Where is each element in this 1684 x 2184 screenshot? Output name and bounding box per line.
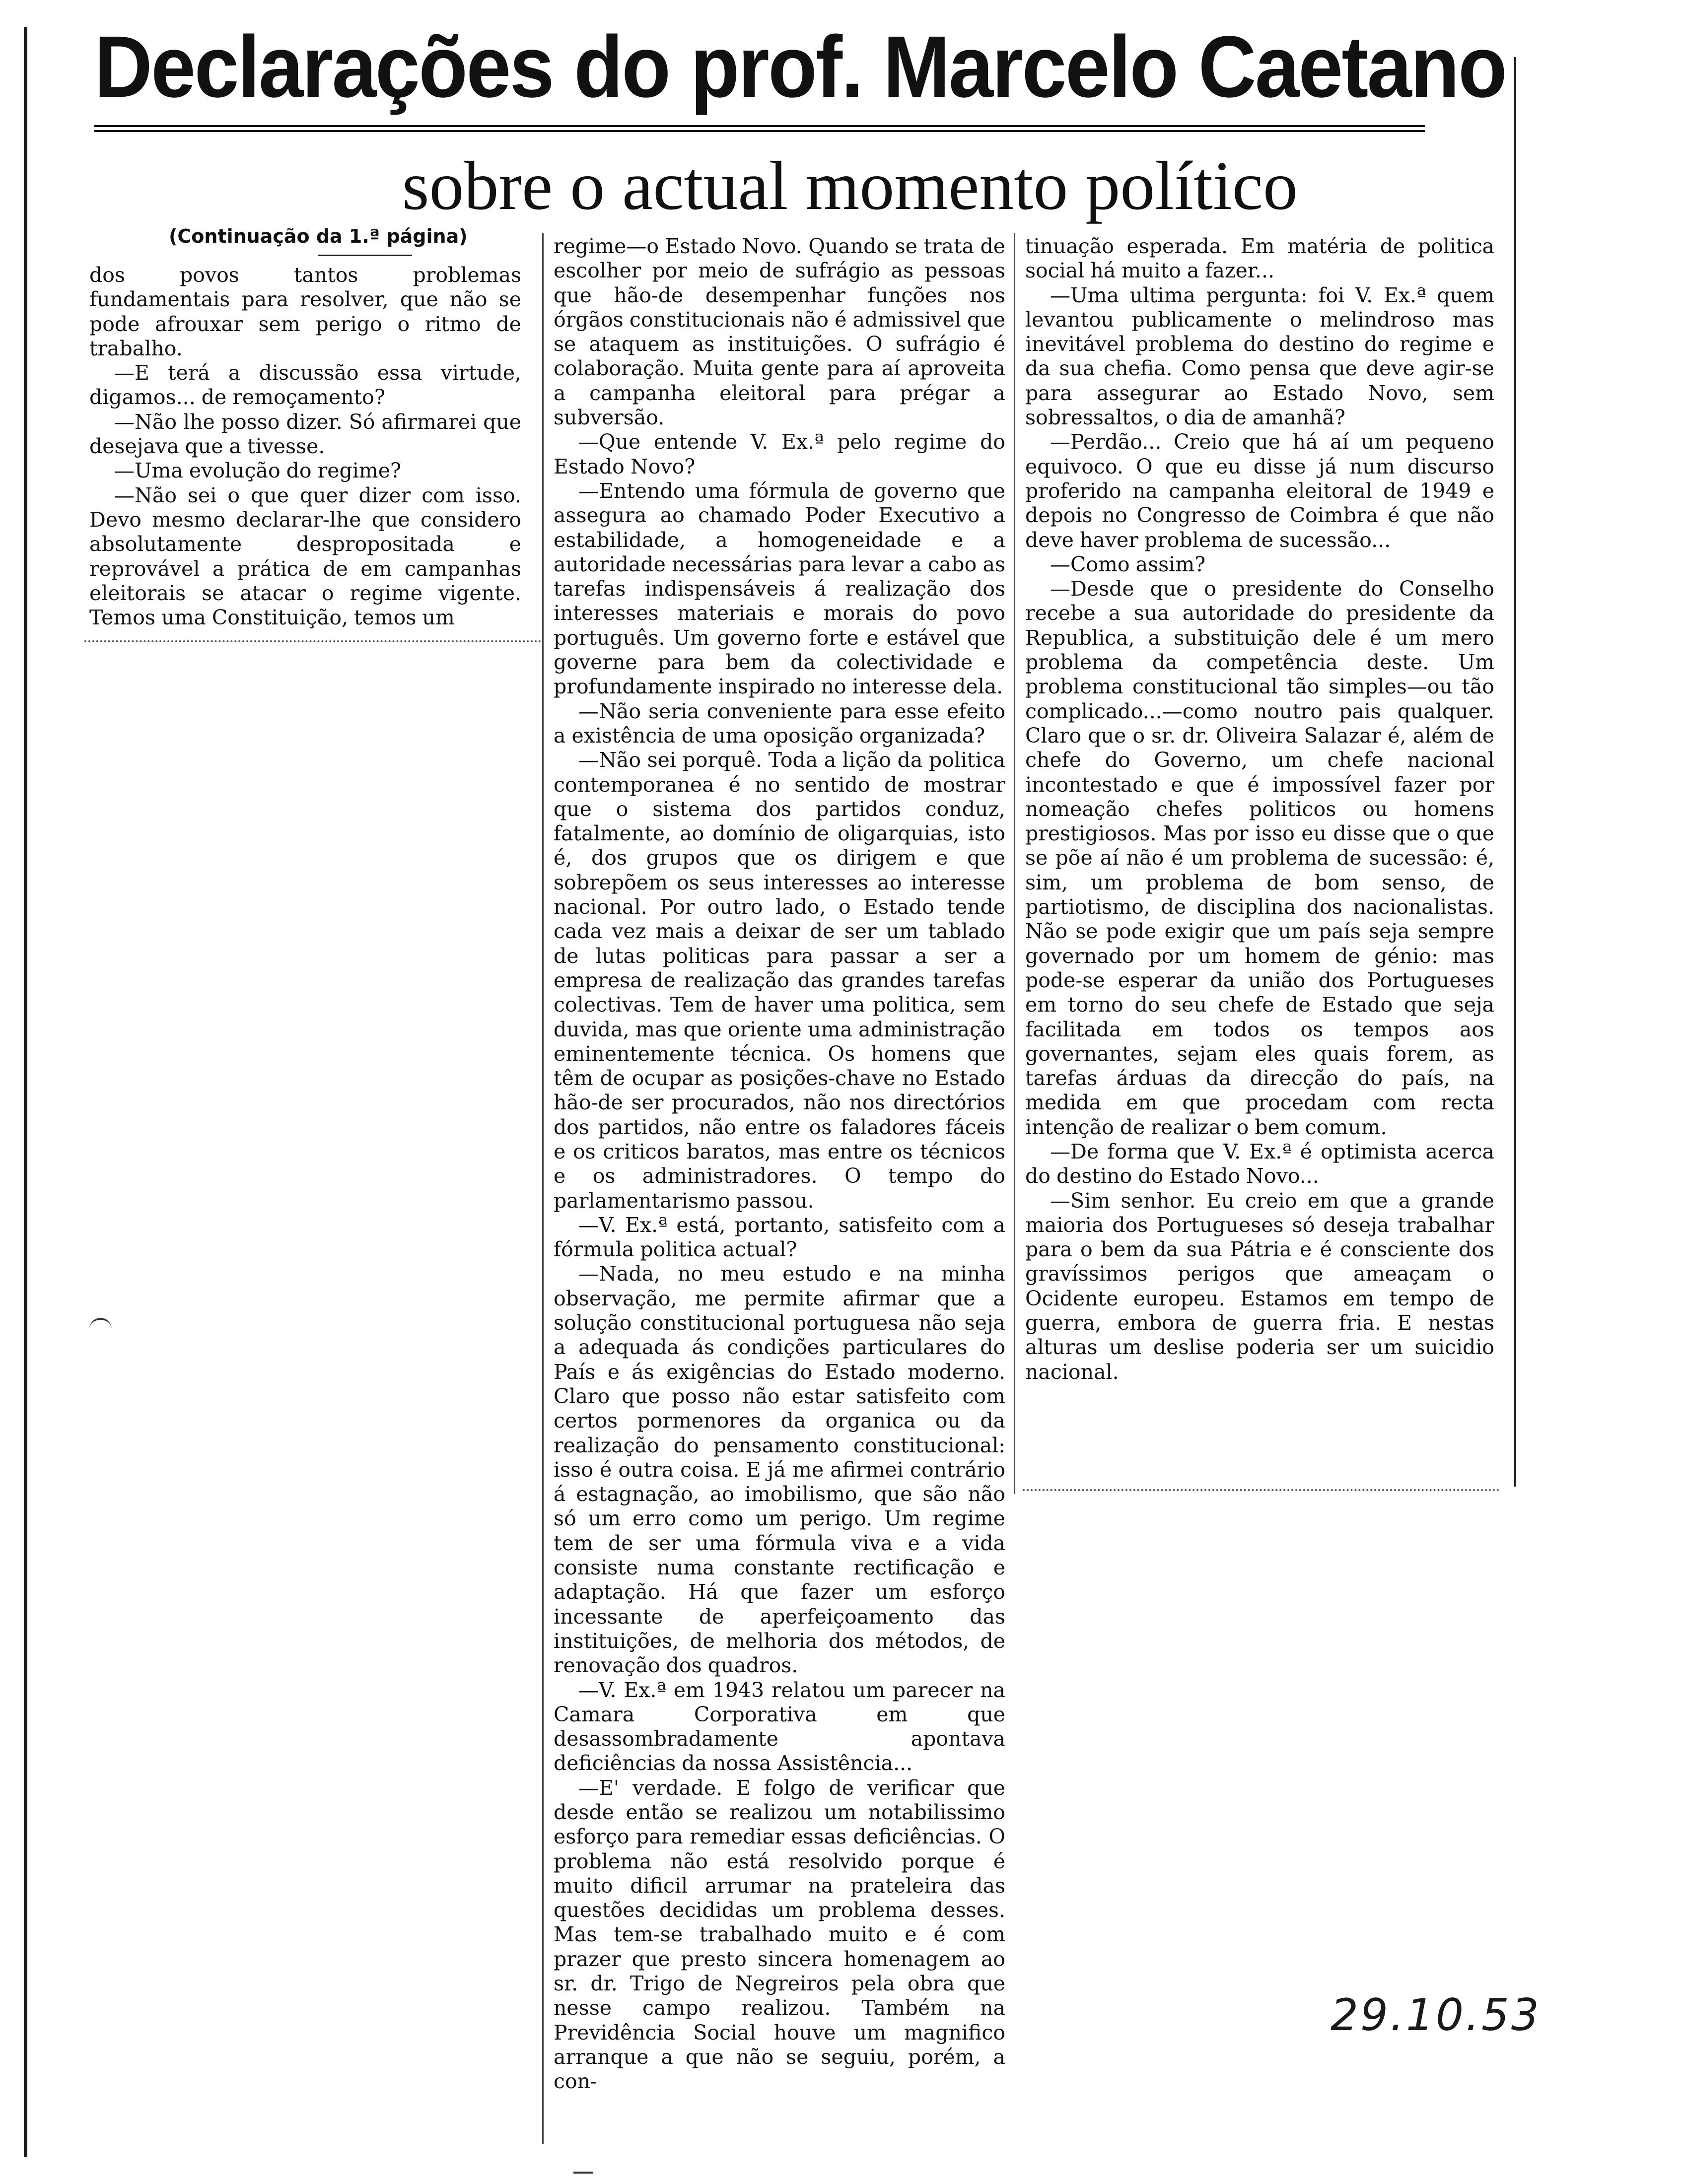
column-1-end-rule [84, 640, 541, 642]
headline-double-rule [94, 125, 1425, 132]
paragraph: —Não sei porquê. Toda a lição da politica contemporanea é no sentido de mostrar que o sistema dos partidos conduz, fatalmente, ao domínio de oligarquias, isto é, dos grupos que os dirigem e que sobrepõem os seus interesses ao interesse nacional. Por outro lado, o Estado tende cada vez mais a deixar de ser um tablado de lutas politicas para passar a ser a empresa de realização das grandes tarefas colectivas. Tem de haver uma politica, sem duvida, mas que oriente uma administração eminentemente técnica. Os homens que têm de ocupar as posições-chave no Estado hão-de ser procurados, não nos directórios dos partidos, não entre os faladores fáceis e os criticos baratos, mas entre os técnicos e os administradores. O tempo do parlamentarismo passou. [554, 748, 1005, 1213]
continuation-label: (Continuação da 1.ª página) [169, 225, 468, 247]
paragraph: —E terá a discussão essa virtude, digamos... de remoçamento? [89, 361, 521, 410]
paragraph: —Como assim? [1050, 552, 1206, 576]
paragraph: —V. Ex.ª está, portanto, satisfeito com a fórmula politica actual? [554, 1213, 1005, 1262]
paragraph: —Uma ultima pergunta: foi V. Ex.ª quem levantou publicamente o melindroso mas inevitável problema do destino do regime e da sua chefia. Como pensa que deve agir-se para assegurar ao Estado Novo, sem sobressaltos, o dia de amanhã? [1025, 283, 1494, 430]
paragraph: —Sim senhor. Eu creio em que a grande maioria dos Portugueses só deseja trabalhar para o bem da sua Pátria e é consciente dos gravíssimos perigos que ameaçam o Ocidente europeu. Estamos em tempo de guerra, embora de guerra fria. E nestas alturas um deslise poderia ser um suicidio nacional. [1025, 1188, 1494, 1384]
paragraph: dos povos tantos problemas fundamentais para resolver, que não se pode afrouxar sem perigo o ritmo de trabalho. [89, 263, 521, 360]
paragraph: —Não lhe posso dizer. Só afirmarei que desejava que a tivesse. [89, 410, 521, 459]
paragraph: —De forma que V. Ex.ª é optimista acerca do destino do Estado Novo... [1025, 1139, 1494, 1188]
page-right-edge-line [1514, 57, 1516, 1487]
paragraph: —Nada, no meu estudo e na minha observação, me permite afirmar que a solução constitucional portuguesa não seja a adequada ás condições particulares do País e ás exigências do Estado moderno. Claro que posso não estar satisfeito com certos pormenores da organica ou da realização do pensamento constitucional: isso é outra coisa. E já me afirmei contrário á estagnação, ao imobilismo, que são não só um erro como um perigo. Um regime tem de ser uma fórmula viva e a vida consiste numa constante rectificação e adaptação. Há que fazer um esforço incessante de aperfeiçoamento das instituições, de melhoria dos métodos, de renovação dos quadros. [554, 1262, 1005, 1678]
column-separator-1 [542, 233, 544, 2144]
headline: Declarações do prof. Marcelo Caetano [94, 18, 1506, 116]
continuation-rule [318, 255, 412, 256]
paragraph: —E' verdade. E folgo de verificar que desde então se realizou um notabilissimo esforço para remediar essas deficiências. O problema não está resolvido porque é muito dificil arrumar na prateleira das questões decididas um problema desses. Mas tem-se trabalhado muito e é com prazer que presto sincera homenagem ao sr. dr. Trigo de Negreiros pela obra que nesse campo realizou. Também na Previdência Social houve um magnifico arranque a que não se seguiu, porém, a con- [554, 1775, 1005, 2094]
paragraph: —Desde que o presidente do Conselho recebe a sua autoridade do presidente da Republica, a substituição dele é um mero problema da competência deste. Um problema constitucional tão simples—ou tão complicado...—como noutro pais qualquer. Claro que o sr. dr. Oliveira Salazar é, além de chefe do Governo, um chefe nacional incontestado e que é impossível fazer por nomeação chefes politicos ou homens prestigiosos. Mas por isso eu disse que o que se põe aí não é um problema de sucessão: é, sim, um problema de bom senso, de partiotismo, de disciplina dos nacionalistas. Não se pode exigir que um país seja sempre governado por um homem de génio: mas pode-se esperar da união dos Portugueses em torno do seu chefe de Estado que seja facilitada em todos os tempos aos governantes, sejam eles quais forem, as tarefas árduas da direcção do país, na medida em que procedam com recta intenção de realizar o bem comum. [1025, 577, 1494, 1139]
handwritten-date: 29.10.53 [1331, 1989, 1541, 2041]
pen-tick [573, 2162, 593, 2174]
paragraph: tinuação esperada. Em matéria de politica social há muito a fazer... [1025, 234, 1494, 283]
article-column-3 [1025, 234, 1494, 1384]
paragraph: —Não seria conveniente para esse efeito a existência de uma oposição organizada? [554, 699, 1005, 748]
paragraph: —Entendo uma fórmula de governo que assegura ao chamado Poder Executivo a estabilidade, a homogeneidade e a autoridade necessárias para levar a cabo as tarefas indispensáveis á realização dos interesses materiais e morais do povo português. Um governo forte e estável que governe para bem da colectividade e profundamente inspirado no interesse dela. [554, 478, 1005, 699]
paragraph: —Que entende V. Ex.ª pelo regime do Estado Novo? [554, 430, 1005, 478]
column-separator-2 [1014, 233, 1015, 1494]
paragraph: —Não sei o que quer dizer com isso. Devo mesmo declarar-lhe que considero absolutamente despropositada e reprovável a prática de em campanhas eleitorais se atacar o regime vigente. Temos uma Constituição, temos um [89, 483, 521, 630]
paragraph: regime—o Estado Novo. Quando se trata de escolher por meio de sufrágio as pessoas que hão-de desempenhar funções nos órgãos constitucionais não é admissivel que se ataquem as instituições. O sufrágio é colaboração. Muita gente para aí aproveita a campanha eleitoral para prégar a subversão. [554, 234, 1005, 430]
article-column-1 [89, 263, 521, 630]
page-left-edge-bar [24, 27, 27, 2157]
article-column-2 [554, 234, 1005, 2094]
pen-mark [89, 1318, 112, 1330]
column-3-end-rule [1023, 1489, 1499, 1491]
paragraph: —Perdão... Creio que há aí um pequeno equivoco. O que eu disse já num discurso proferido na campanha eleitoral de 1949 e depois no Congresso de Coimbra é que não deve haver problema de sucessão... [1025, 430, 1494, 552]
subheadline: sobre o actual momento político [402, 147, 1298, 224]
paragraph: —V. Ex.ª em 1943 relatou um parecer na Camara Corporativa em que desassombradamente apontava deficiências da nossa Assistência... [554, 1678, 1005, 1775]
paragraph: —Uma evolução do regime? [114, 459, 401, 483]
